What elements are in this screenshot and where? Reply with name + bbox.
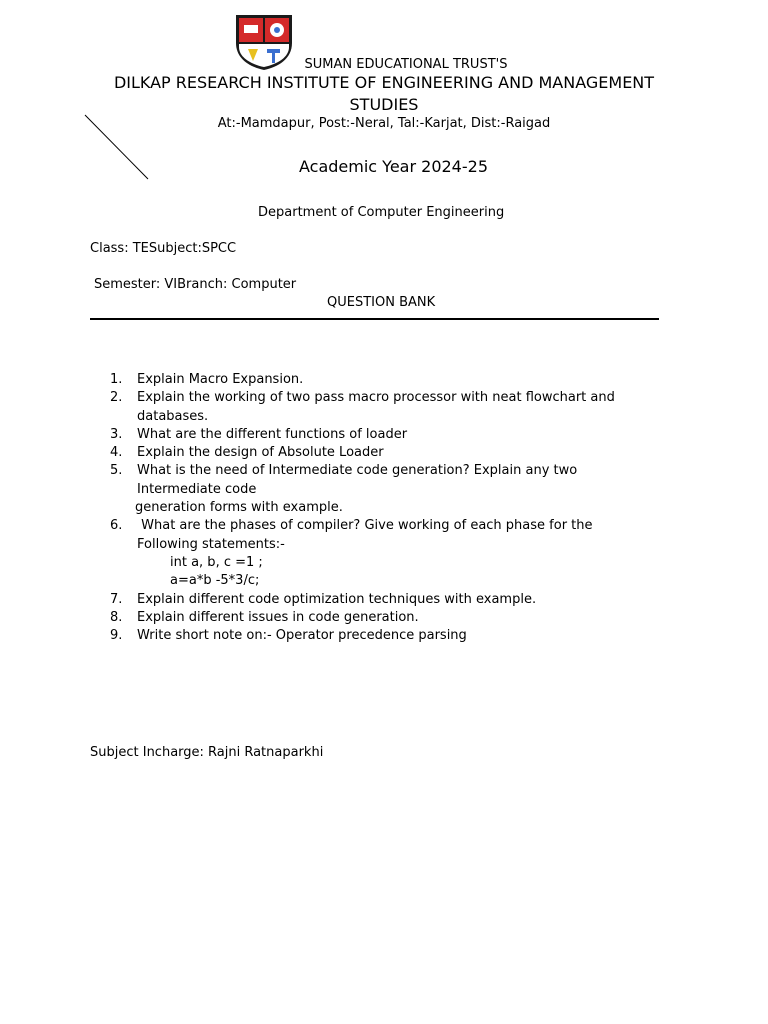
institute-address: At:-Mamdapur, Post:-Neral, Tal:-Karjat, Dist:-Raigad: [217, 116, 551, 131]
question-item: [110, 517, 615, 590]
question-text: What is the need of Intermediate code generation? Explain any two: [137, 463, 578, 479]
question-item: [110, 389, 615, 426]
department-name: Department of Computer Engineering: [258, 205, 505, 220]
question-text: What are the phases of compiler? Give working of each phase for the: [137, 518, 593, 534]
question-number: 5.: [110, 463, 123, 479]
document-title: QUESTION BANK: [327, 295, 436, 310]
question-text-continued: Following statements:-: [137, 536, 285, 552]
question-text: Explain different code optimization techniques with example.: [137, 591, 537, 607]
title-divider: [90, 318, 659, 320]
semester-branch-line: Semester: VIBranch: Computer: [94, 277, 297, 292]
question-item: [110, 591, 615, 609]
institute-name-line-2: STUDIES: [349, 95, 419, 114]
question-text: Explain the design of Absolute Loader: [137, 445, 384, 461]
question-number: 7.: [110, 591, 123, 607]
question-text-continued: Intermediate code: [137, 481, 257, 497]
question-text: What are the different functions of loader: [137, 426, 408, 442]
question-text: Explain Macro Expansion.: [137, 372, 304, 387]
question-text: Explain the working of two pass macro processor with neat flowchart and: [137, 390, 615, 406]
question-text: Explain different issues in code generation.: [137, 609, 419, 625]
question-number: 2.: [110, 390, 123, 406]
question-item: [110, 444, 615, 462]
question-text: Write short note on:- Operator precedence parsing: [137, 628, 467, 644]
question-text-continued: databases.: [137, 408, 209, 424]
question-text-continued: generation forms with example.: [135, 500, 343, 516]
institute-name-line-1: DILKAP RESEARCH INSTITUTE OF ENGINEERING AND MANAGEMENT: [113, 73, 655, 92]
class-subject-line: Class: TESubject:SPCC: [90, 241, 237, 256]
question-number: 6.: [110, 518, 123, 534]
question-item: [110, 627, 615, 645]
question-number: 1.: [110, 372, 123, 387]
question-number: 3.: [110, 426, 123, 442]
trust-name: SUMAN EDUCATIONAL TRUST'S: [304, 57, 508, 72]
diagonal-line: [84, 114, 150, 180]
code-statement: int a, b, c =1 ;: [170, 554, 263, 570]
question-item: [110, 426, 615, 444]
code-statement: a=a*b -5*3/c;: [170, 573, 260, 589]
question-item: [110, 462, 615, 517]
question-number: 8.: [110, 609, 123, 625]
question-list: [110, 371, 615, 645]
question-number: 9.: [110, 628, 123, 644]
academic-year: Academic Year 2024-25: [299, 157, 488, 176]
question-number: 4.: [110, 445, 123, 461]
question-item: [110, 371, 615, 389]
question-item: [110, 609, 615, 627]
subject-incharge: Subject Incharge: Rajni Ratnaparkhi: [90, 745, 324, 760]
institute-name: [0, 72, 768, 116]
